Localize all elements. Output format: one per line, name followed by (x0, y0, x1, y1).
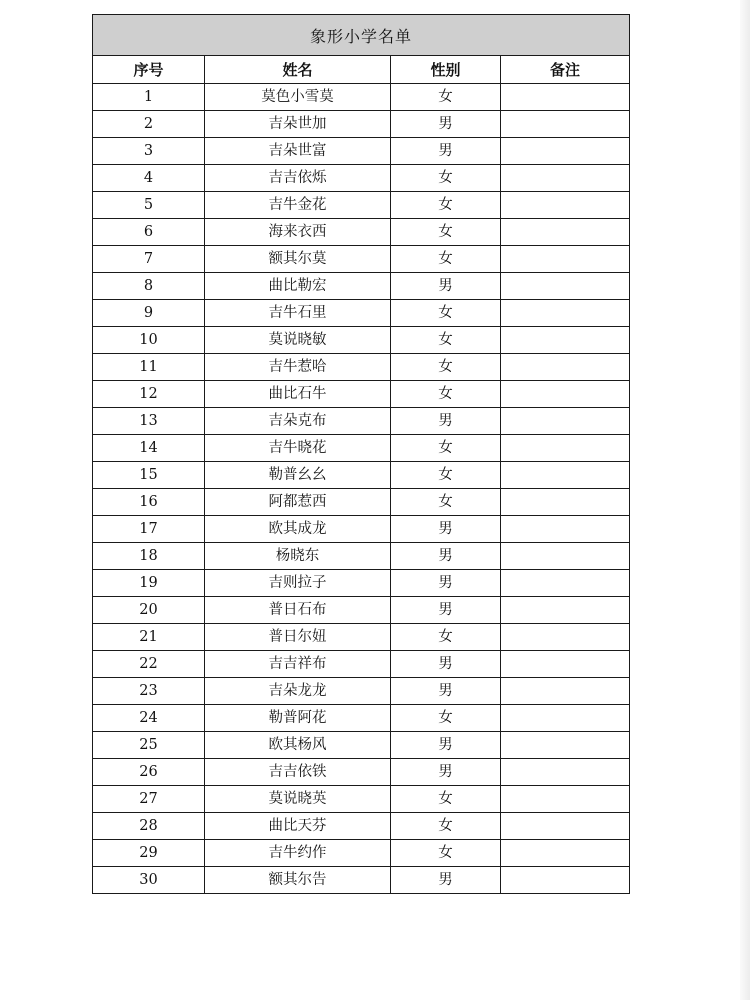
cell-gender: 女 (391, 381, 501, 408)
table-row (93, 327, 630, 354)
cell-name: 吉牛约作 (205, 840, 391, 867)
cell-index: 30 (93, 867, 205, 894)
cell-index: 29 (93, 840, 205, 867)
cell-name: 吉朵世富 (205, 138, 391, 165)
cell-index: 15 (93, 462, 205, 489)
column-header-note: 备注 (501, 56, 630, 84)
table-row (93, 597, 630, 624)
cell-gender: 女 (391, 489, 501, 516)
cell-note (501, 543, 630, 570)
cell-note (501, 705, 630, 732)
cell-index: 14 (93, 435, 205, 462)
cell-index: 20 (93, 597, 205, 624)
table-row (93, 165, 630, 192)
cell-name: 海来衣西 (205, 219, 391, 246)
table-row (93, 543, 630, 570)
table-row (93, 219, 630, 246)
cell-note (501, 840, 630, 867)
cell-index: 1 (93, 84, 205, 111)
table-row (93, 300, 630, 327)
cell-name: 额其尔莫 (205, 246, 391, 273)
cell-gender: 女 (391, 327, 501, 354)
table-title-row (93, 15, 630, 56)
cell-index: 4 (93, 165, 205, 192)
table-row (93, 732, 630, 759)
cell-note (501, 165, 630, 192)
cell-note (501, 462, 630, 489)
cell-gender: 男 (391, 678, 501, 705)
table-row (93, 867, 630, 894)
cell-gender: 女 (391, 786, 501, 813)
table-header-row (93, 56, 630, 84)
cell-gender: 男 (391, 570, 501, 597)
cell-index: 25 (93, 732, 205, 759)
cell-gender: 男 (391, 543, 501, 570)
cell-name: 莫色小雪莫 (205, 84, 391, 111)
cell-gender: 男 (391, 516, 501, 543)
cell-note (501, 219, 630, 246)
cell-index: 9 (93, 300, 205, 327)
cell-name: 勒普幺幺 (205, 462, 391, 489)
cell-note (501, 192, 630, 219)
table-row (93, 408, 630, 435)
table-row (93, 489, 630, 516)
cell-name: 吉牛石里 (205, 300, 391, 327)
table-row (93, 273, 630, 300)
cell-note (501, 111, 630, 138)
cell-note (501, 624, 630, 651)
cell-index: 2 (93, 111, 205, 138)
cell-index: 16 (93, 489, 205, 516)
cell-gender: 男 (391, 597, 501, 624)
cell-gender: 男 (391, 273, 501, 300)
table-row (93, 111, 630, 138)
cell-note (501, 273, 630, 300)
cell-name: 勒普阿花 (205, 705, 391, 732)
cell-name: 欧其成龙 (205, 516, 391, 543)
cell-index: 5 (93, 192, 205, 219)
table-row (93, 759, 630, 786)
cell-gender: 男 (391, 651, 501, 678)
cell-gender: 女 (391, 84, 501, 111)
table-row (93, 84, 630, 111)
cell-note (501, 597, 630, 624)
table-row (93, 516, 630, 543)
cell-note (501, 867, 630, 894)
cell-index: 6 (93, 219, 205, 246)
table-row (93, 381, 630, 408)
cell-gender: 男 (391, 759, 501, 786)
cell-index: 27 (93, 786, 205, 813)
cell-gender: 女 (391, 246, 501, 273)
cell-index: 22 (93, 651, 205, 678)
table-row (93, 354, 630, 381)
cell-index: 24 (93, 705, 205, 732)
column-header-name: 姓名 (205, 56, 391, 84)
cell-note (501, 246, 630, 273)
cell-name: 阿都惹西 (205, 489, 391, 516)
cell-note (501, 570, 630, 597)
cell-gender: 男 (391, 138, 501, 165)
cell-gender: 女 (391, 300, 501, 327)
table-row (93, 246, 630, 273)
cell-name: 吉则拉子 (205, 570, 391, 597)
table-body (93, 84, 630, 894)
cell-name: 欧其杨风 (205, 732, 391, 759)
cell-index: 7 (93, 246, 205, 273)
cell-note (501, 489, 630, 516)
cell-note (501, 354, 630, 381)
cell-note (501, 84, 630, 111)
table-row (93, 435, 630, 462)
cell-note (501, 759, 630, 786)
cell-gender: 女 (391, 435, 501, 462)
cell-name: 额其尔告 (205, 867, 391, 894)
cell-name: 吉牛晓花 (205, 435, 391, 462)
cell-gender: 男 (391, 408, 501, 435)
cell-gender: 女 (391, 354, 501, 381)
cell-gender: 女 (391, 813, 501, 840)
cell-name: 莫说晓英 (205, 786, 391, 813)
cell-name: 吉吉祥布 (205, 651, 391, 678)
column-header-gender: 性别 (391, 56, 501, 84)
cell-gender: 女 (391, 705, 501, 732)
cell-gender: 女 (391, 219, 501, 246)
cell-gender: 女 (391, 165, 501, 192)
cell-index: 19 (93, 570, 205, 597)
table-row (93, 570, 630, 597)
cell-index: 3 (93, 138, 205, 165)
cell-gender: 男 (391, 867, 501, 894)
cell-gender: 女 (391, 624, 501, 651)
cell-index: 12 (93, 381, 205, 408)
cell-note (501, 327, 630, 354)
cell-note (501, 651, 630, 678)
cell-index: 21 (93, 624, 205, 651)
cell-gender: 女 (391, 840, 501, 867)
cell-note (501, 435, 630, 462)
column-header-index: 序号 (93, 56, 205, 84)
student-roster-table (92, 14, 630, 894)
cell-note (501, 381, 630, 408)
cell-name: 曲比石牛 (205, 381, 391, 408)
cell-name: 吉朵龙龙 (205, 678, 391, 705)
cell-index: 10 (93, 327, 205, 354)
table-row (93, 138, 630, 165)
cell-name: 莫说晓敏 (205, 327, 391, 354)
table-row (93, 705, 630, 732)
cell-name: 普日尔妞 (205, 624, 391, 651)
cell-name: 吉朵克布 (205, 408, 391, 435)
cell-index: 17 (93, 516, 205, 543)
cell-note (501, 678, 630, 705)
cell-note (501, 408, 630, 435)
cell-name: 吉朵世加 (205, 111, 391, 138)
table-row (93, 813, 630, 840)
cell-name: 吉吉依烁 (205, 165, 391, 192)
table-title: 象形小学名单 (93, 15, 630, 56)
cell-gender: 女 (391, 192, 501, 219)
table-row (93, 192, 630, 219)
cell-name: 普日石布 (205, 597, 391, 624)
cell-index: 8 (93, 273, 205, 300)
cell-note (501, 300, 630, 327)
table-row (93, 786, 630, 813)
cell-name: 曲比天芬 (205, 813, 391, 840)
cell-note (501, 786, 630, 813)
cell-index: 26 (93, 759, 205, 786)
cell-gender: 女 (391, 462, 501, 489)
cell-gender: 男 (391, 732, 501, 759)
table-row (93, 651, 630, 678)
cell-index: 28 (93, 813, 205, 840)
cell-note (501, 138, 630, 165)
cell-index: 18 (93, 543, 205, 570)
table-row (93, 678, 630, 705)
cell-index: 23 (93, 678, 205, 705)
page-edge-shadow (740, 0, 750, 1000)
cell-note (501, 732, 630, 759)
cell-name: 杨晓东 (205, 543, 391, 570)
cell-note (501, 516, 630, 543)
table-row (93, 462, 630, 489)
cell-index: 11 (93, 354, 205, 381)
cell-note (501, 813, 630, 840)
cell-index: 13 (93, 408, 205, 435)
table-row (93, 840, 630, 867)
cell-name: 吉吉依铁 (205, 759, 391, 786)
cell-name: 曲比勒宏 (205, 273, 391, 300)
cell-name: 吉牛金花 (205, 192, 391, 219)
cell-gender: 男 (391, 111, 501, 138)
cell-name: 吉牛惹哈 (205, 354, 391, 381)
table-row (93, 624, 630, 651)
